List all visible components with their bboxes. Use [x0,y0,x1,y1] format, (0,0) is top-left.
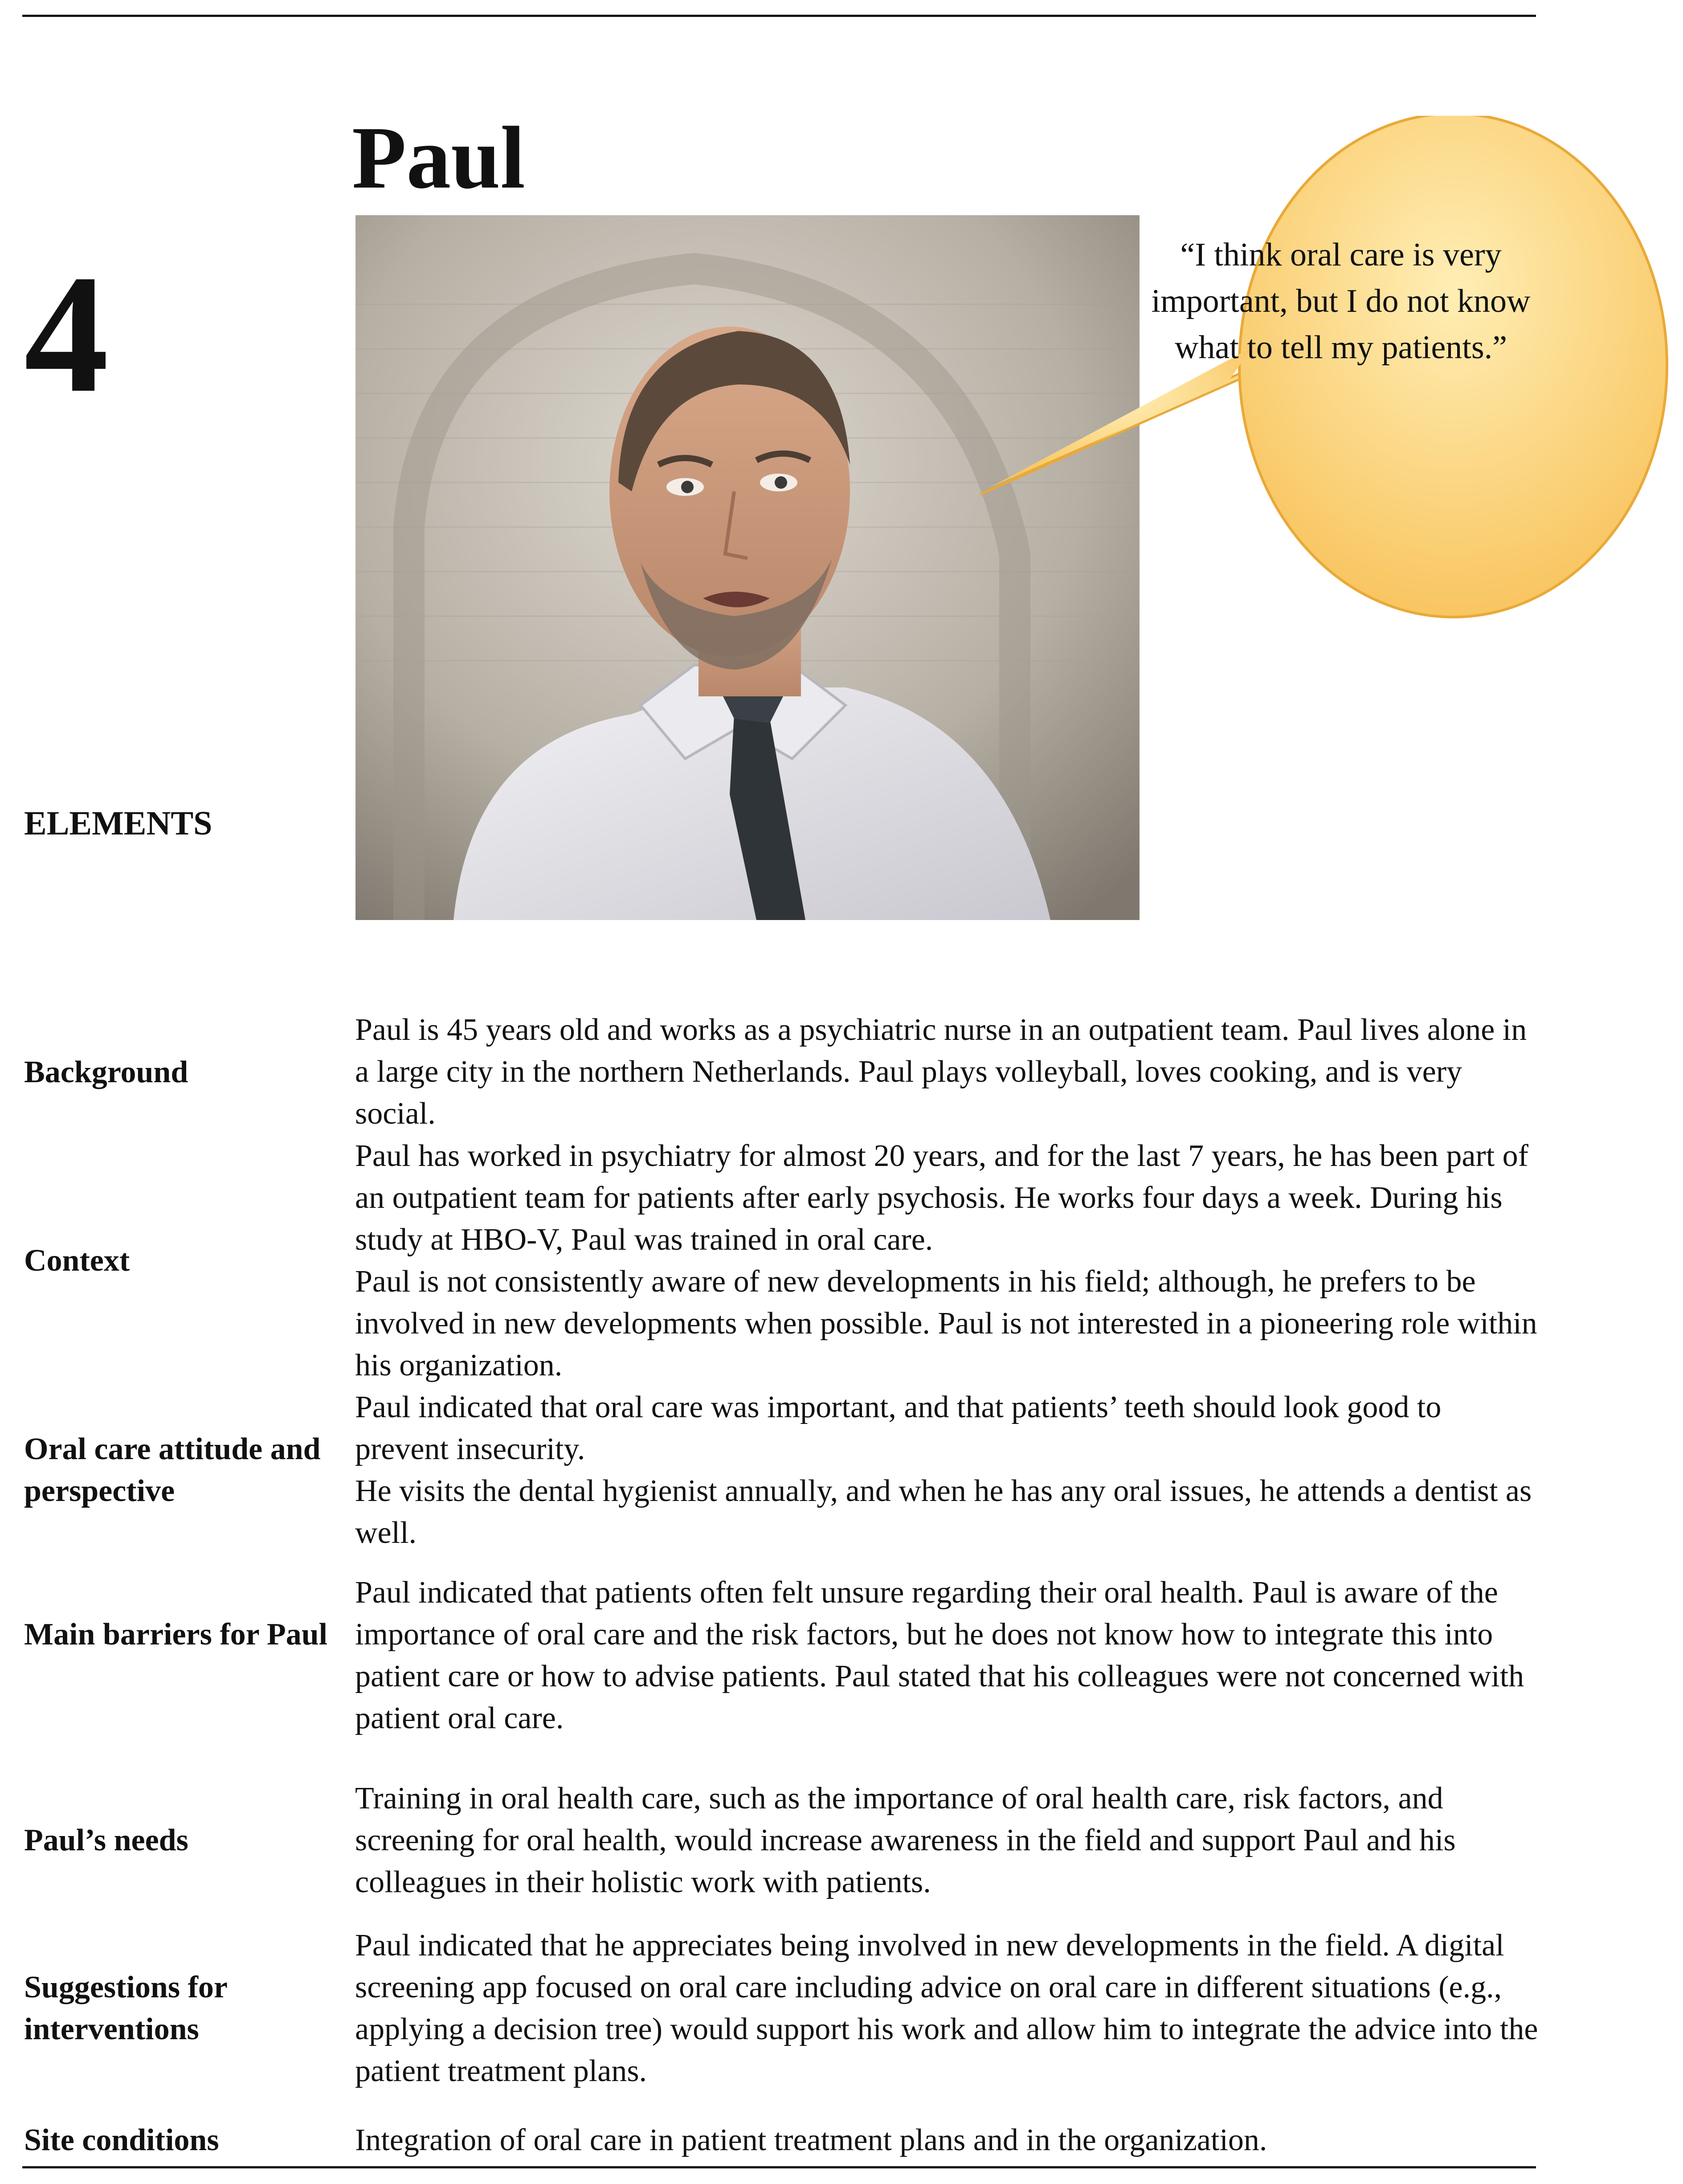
row-text-background [355,1009,1540,1135]
row-text-attitude [355,1386,1540,1554]
row-label-site: Site conditions [24,2123,219,2157]
persona-name: Paul [352,109,525,207]
row-label-context: Context [24,1243,130,1278]
paragraph: Integration of oral care in patient treatment plans and in the organization. [355,2123,1267,2157]
bottom-rule [22,2166,1536,2168]
paragraph: Paul has worked in psychiatry for almost 20 years, and for the last 7 years, he has been part of an outpatient team for patients after early psychosis. He works four days a week. During his study at HBO-V, Paul was trained in oral care. [355,1139,1528,1257]
row-label-barriers: Main barriers for Paul [24,1617,328,1652]
paragraph: Paul indicated that he appreciates being involved in new developments in the field. A digital screening app focused on oral care including advice on oral care in different situations (e.g., applying a decision tree) would support his work and allow him to integrate the advice into the patient treatment plans. [355,1928,1538,2088]
row-label-background: Background [24,1055,188,1089]
row-label-suggestions: Suggestions for interventions [24,1970,227,2046]
row-text-site [355,2119,1540,2161]
row-label-attitude: Oral care attitude and perspective [24,1432,321,1508]
persona-quote: “I think oral care is very important, but I do not know what to tell my patients.” [1151,237,1531,366]
paragraph: Paul is not consistently aware of new developments in his field; although, he prefers to be involved in new developments when possible. Paul is not interested in a pioneering role within his organization. [355,1264,1537,1382]
paragraph: Paul is 45 years old and works as a psychiatric nurse in an outpatient team. Paul lives alone in a large city in the northern Netherlands. Paul plays volleyball, loves cooking, and is very social. [355,1013,1527,1131]
row-text-suggestions [355,1925,1540,2092]
persona-number: 4 [24,240,109,428]
elements-heading: ELEMENTS [24,805,212,842]
row-text-needs [355,1778,1540,1903]
speech-bubble [980,116,1675,650]
row-text-context [355,1135,1540,1386]
speech-bubble-shape [980,116,1675,650]
row-text-barriers [355,1572,1540,1739]
paragraph: He visits the dental hygienist annually, and when he has any oral issues, he attends a dentist as well. [355,1474,1532,1550]
paragraph: Paul indicated that patients often felt unsure regarding their oral health. Paul is aware of the importance of oral care and the risk factors, but he does not know how to integrate this into patient care or how to advise patients. Paul stated that his colleagues were not concerned with patient oral care. [355,1575,1524,1735]
paragraph: Paul indicated that oral care was important, and that patients’ teeth should look good to prevent insecurity. [355,1390,1442,1466]
top-rule [22,15,1536,17]
row-label-needs: Paul’s needs [24,1823,188,1857]
paragraph: Training in oral health care, such as the importance of oral health care, risk factors, and screening for oral health, would increase awareness in the field and support Paul and his colleagues in their holistic work with patients. [355,1781,1456,1899]
